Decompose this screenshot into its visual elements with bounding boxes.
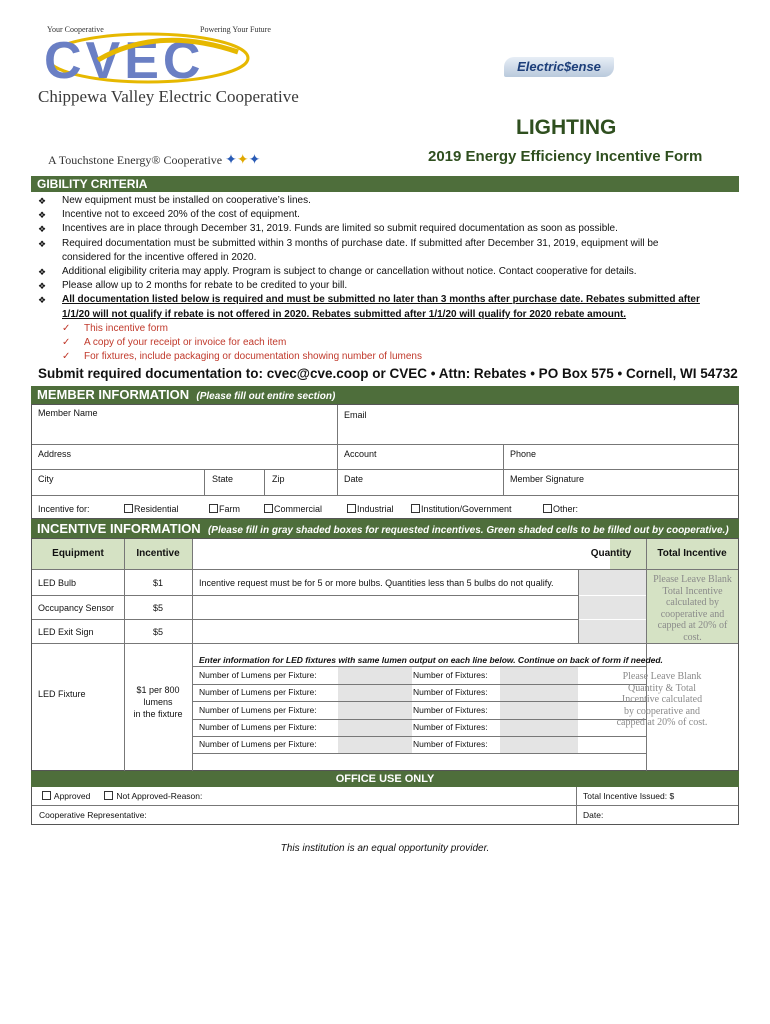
eligibility-item-continued: 1/1/20 will not qualify if rebate is not offered in 2020. Rebates submitted after 1/1/20 will qualify for 2020 rebate amount. [62,308,627,320]
quantity-occupancy-sensor[interactable] [579,596,646,619]
eligibility-item: ❖ Please allow up to 2 months for rebate to be credited to your bill. [38,280,348,292]
checkbox[interactable] [209,504,218,513]
zip-field[interactable]: Zip [272,474,285,484]
lumens-input[interactable] [338,667,412,684]
option-other[interactable]: Other: [537,501,584,517]
required-doc-item: ✓ A copy of your receipt or invoice for each item [38,336,738,350]
incentive-table: Equipment Incentive Quantity Total Incentive LED Bulb $1 Incentive request must be for 5 or more bulbs. Quantities less than 5 bulbs do not qualify. Occupancy Sensor $5 LED Exit Sign $5 Please Leave Blank Total Incentive calculated by cooperative and capped at 20% of cost. LED Fixture $1 per 800 lumens in the fixture Enter information for LED fixtures with same lumen output on each line below. Continue on back of form if needed. Number of Lumens per Fixture: Number of Fixtures: Number of Lumens per Fixture: Number of Fixtures: Number of Lumens per Fixture: Number of Fixtures: Number of Lumens per Fixture: Number of Fixtures: Number of Lumens per Fixture: Number of Fixtures: Please Leave Blank Quantity & Total Incentive calculated by cooperative and capped at 20% of cost. [31,538,739,771]
checkbox[interactable] [124,504,133,513]
led-bulb-note: Incentive request must be for 5 or more bulbs. Quantities less than 5 bulbs do not qualify. [199,578,554,588]
equipment-occupancy-sensor: Occupancy Sensor [38,603,115,613]
cooperative-name: Chippewa Valley Electric Cooperative [38,87,299,106]
form-subtitle: 2019 Energy Efficiency Incentive Form [428,148,703,165]
state-field[interactable]: State [212,474,234,484]
incentive-led-exit-sign: $5 [152,627,163,637]
lumens-input[interactable] [338,685,412,701]
option-institution-government[interactable]: Institution/Government [405,501,518,517]
equipment-led-fixture: LED Fixture [38,689,86,699]
incentive-led-bulb: $1 [152,578,163,588]
city-field[interactable]: City [38,474,54,484]
submit-instructions: Submit required documentation to: cvec@cve.coop or CVEC • Attn: Rebates • PO Box 575 • Cornell, WI 54732 [38,366,738,381]
approved-option[interactable]: Approved [42,791,90,801]
incentive-led-fixture: $1 per 800 lumens in the fixture [133,685,183,719]
total-incentive-leave-blank-2: Please Leave Blank Quantity & Total Incentive calculated by cooperative and capped at 20% of cost. [616,671,708,728]
equal-opportunity-statement: This institution is an equal opportunity provider. [280,843,490,854]
eligibility-list [38,194,738,364]
office-use-section [31,787,739,825]
option-industrial[interactable]: Industrial [341,501,400,517]
eligibility-item-continued: considered for the incentive offered in 2020. [62,251,257,263]
check-icon: ✓ [62,351,71,363]
required-doc-item: ✓ For fixtures, include packaging or documentation showing number of lumens [38,350,738,364]
cooperative-representative[interactable]: Cooperative Representative: [39,810,147,820]
header-blank [192,539,610,569]
lumens-input[interactable] [338,702,412,719]
option-commercial[interactable]: Commercial [258,501,328,517]
account-field[interactable]: Account [344,449,377,459]
lumens-input[interactable] [338,720,412,736]
checkbox[interactable] [411,504,420,513]
email-field[interactable]: Email [344,410,367,420]
fixtures-input[interactable] [500,720,578,736]
fixtures-input[interactable] [500,685,578,701]
eligibility-item: ❖ New equipment must be installed on cooperative’s lines. [38,195,311,206]
eligibility-item: ❖ Incentive not to exceed 20% of the cost of equipment. [38,209,300,221]
touchstone-label: A Touchstone Energy® Cooperative ✦✦✦ [48,153,261,168]
col-quantity: Quantity [590,548,632,559]
eligibility-item: ❖ Incentives are in place through December 31, 2019. Funds are limited so submit required documentation as soon as possible. [38,223,618,235]
incentive-for-label: Incentive for: [38,504,90,514]
address-field[interactable]: Address [38,449,72,459]
fixtures-input[interactable] [500,702,578,719]
checkbox[interactable] [543,504,552,513]
check-icon: ✓ [62,337,71,349]
quantity-led-exit-sign[interactable] [579,620,646,643]
member-name-field[interactable]: Member Name [38,408,98,418]
checkbox[interactable] [347,504,356,513]
fixtures-input[interactable] [500,737,578,753]
eligibility-item: ❖ All documentation listed below is required and must be submitted no later than 3 months after purchase date. Rebates submitted after [38,294,700,306]
eligibility-item: ❖ Required documentation must be submitted within 3 months of purchase date. If submitted after December 31, 2019, equipment will be [38,237,659,249]
eligibility-header: GIBILITY CRITERIA [31,176,739,192]
option-residential[interactable]: Residential [118,501,185,517]
fixture-instruction: Enter information for LED fixtures with same lumen output on each line below. Continue on back of form if needed. [199,655,663,665]
office-date[interactable]: Date: [583,810,604,820]
checkbox[interactable] [264,504,273,513]
incentive-occupancy-sensor: $5 [152,603,163,613]
checkbox[interactable] [42,791,51,800]
checkbox[interactable] [104,791,113,800]
date-field[interactable]: Date [344,474,364,484]
col-total-incentive: Total Incentive [646,548,738,559]
total-incentive-leave-blank-1: Please Leave Blank Total Incentive calculated by cooperative and capped at 20% of cost. [647,570,738,643]
logo-letters: CVEC [44,32,205,86]
incentive-info-header: INCENTIVE INFORMATION (Please fill in gray shaded boxes for requested incentives. Green shaded cells to be filled out by cooperative.) [31,519,739,538]
logo-tagline-right: Powering Your Future [200,25,271,34]
not-approved-option[interactable]: Not Approved-Reason: [104,791,202,801]
option-farm[interactable]: Farm [203,501,246,517]
required-doc-item: ✓ This incentive form [38,322,738,336]
electric-sense-logo: Electric$ense [504,57,614,77]
member-signature-field[interactable]: Member Signature [510,474,585,484]
form-title: LIGHTING [516,116,617,139]
member-info-header: MEMBER INFORMATION (Please fill out entire section) [31,386,739,404]
cvec-logo [38,30,278,86]
equipment-led-exit-sign: LED Exit Sign [38,627,94,637]
office-use-header: OFFICE USE ONLY [31,771,739,787]
check-icon: ✓ [62,322,71,334]
member-info-grid [31,404,739,519]
quantity-led-bulb[interactable] [579,570,646,595]
total-incentive-issued[interactable]: Total Incentive Issued: $ [583,791,675,801]
fixtures-input[interactable] [500,667,578,684]
col-equipment: Equipment [32,548,124,559]
eligibility-item: ❖ Additional eligibility criteria may apply. Program is subject to change or cancellation without notice. Contact cooperative for details. [38,266,637,278]
equipment-led-bulb: LED Bulb [38,578,77,588]
phone-field[interactable]: Phone [510,449,537,459]
logo-tagline-left: Your Cooperative [47,25,104,34]
col-incentive: Incentive [124,548,192,559]
touchstone-icon: ✦ [225,153,237,168]
lumens-input[interactable] [338,737,412,753]
